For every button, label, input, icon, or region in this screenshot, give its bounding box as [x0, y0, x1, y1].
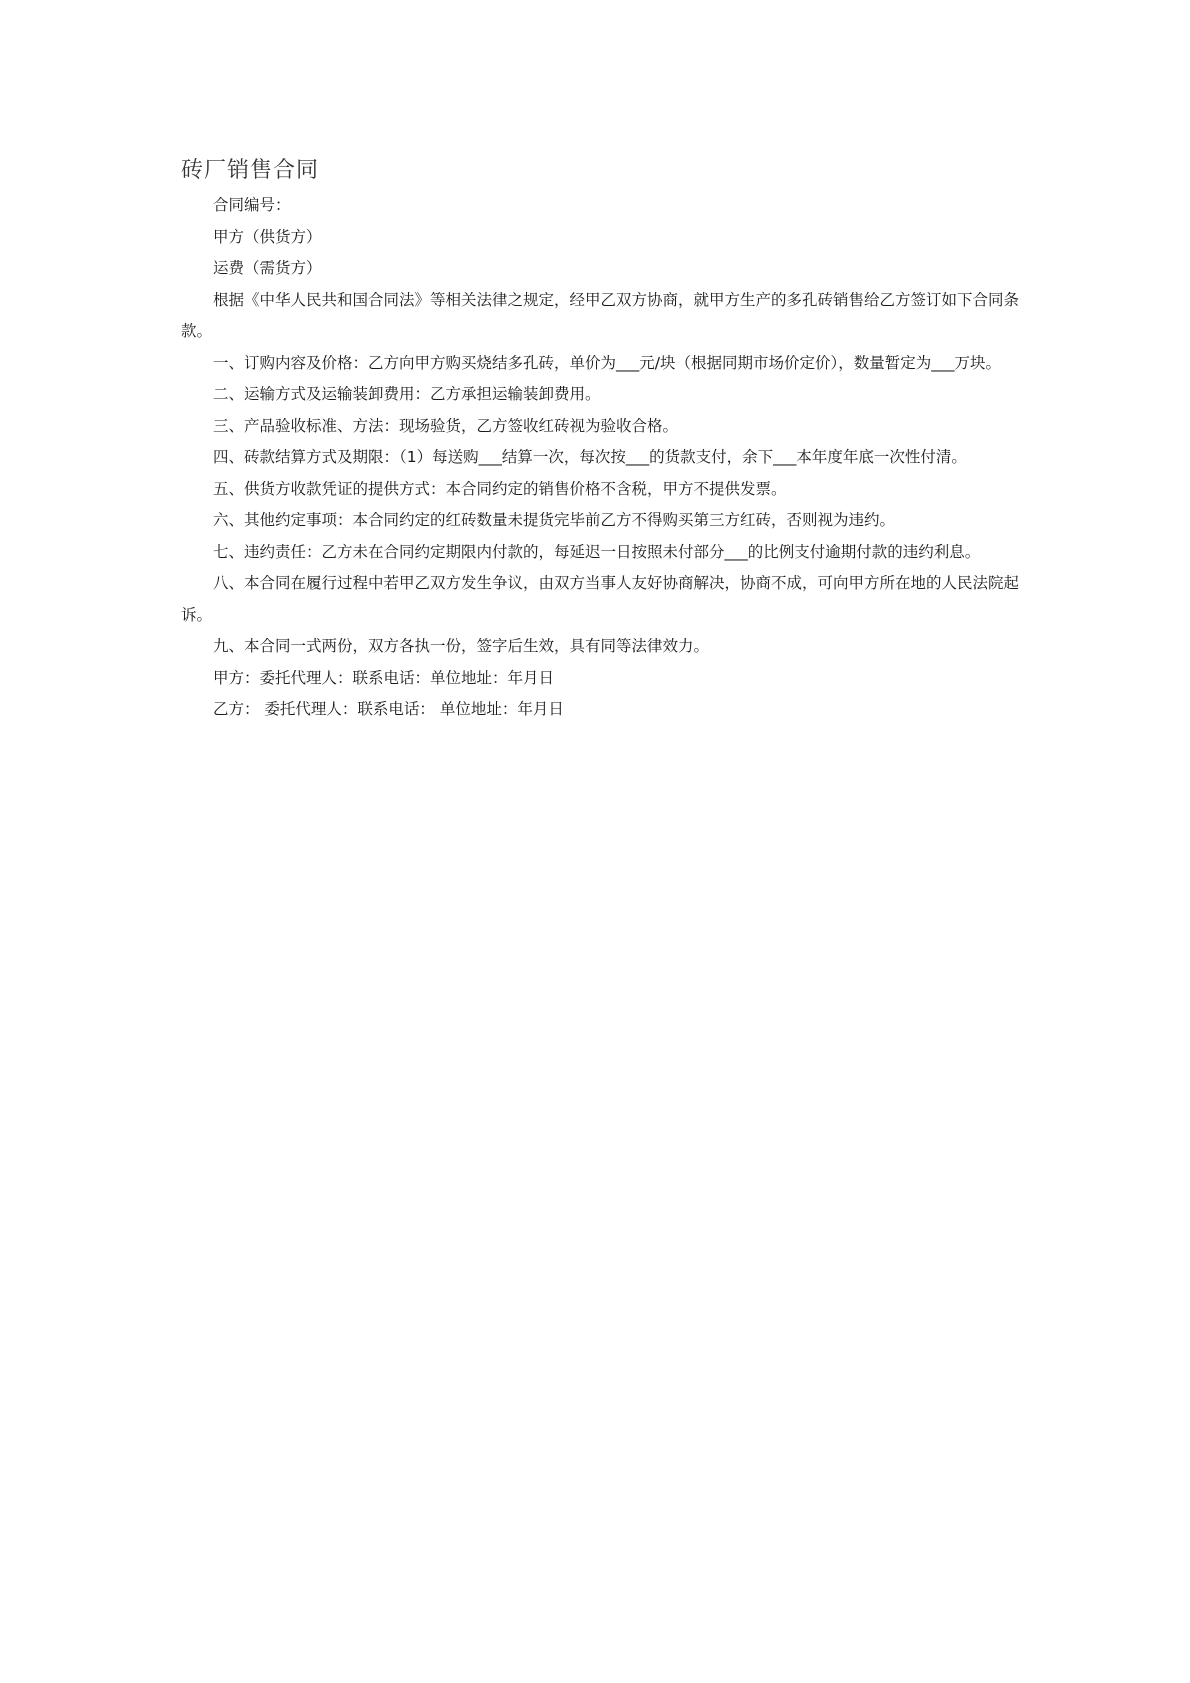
- clause-3: 三、产品验收标准、方法：现场验货，乙方签收红砖视为验收合格。: [213, 416, 679, 435]
- party-b-line: 运费（需货方）: [213, 259, 322, 277]
- clause-6: 六、其他约定事项：本合同约定的红砖数量未提货完毕前乙方不得购买第三方红砖，否则视为违约。: [213, 511, 896, 529]
- clause-2: 二、运输方式及运输装卸费用：乙方承担运输装卸费用。: [213, 385, 601, 403]
- signature-party-a: 甲方：委托代理人：联系电话：单位地址：年月日: [213, 668, 555, 687]
- clause-7: 七、违约责任：乙方未在合同约定期限内付款的，每延迟一日按照未付部分___的比例支付逾期付款的违约利息。: [213, 542, 981, 561]
- party-a-line: 甲方（供货方）: [213, 227, 322, 246]
- preamble-paragraph: 根据《中华人民共和国合同法》等相关法律之规定，经甲乙双方协商，就甲方生产的多孔砖销售给乙方签订如下合同条款。: [181, 290, 1020, 340]
- contract-number-line: 合同编号：: [213, 196, 291, 214]
- document-title: 砖厂销售合同: [181, 158, 320, 183]
- clause-8: 八、本合同在履行过程中若甲乙双方发生争议，由双方当事人友好协商解决，协商不成，可向甲方所在地的人民法院起诉。: [181, 574, 1020, 624]
- clause-9: 九、本合同一式两份，双方各执一份，签字后生效，具有同等法律效力。: [213, 637, 710, 655]
- clause-4: 四、砖款结算方式及期限：（1）每送购___结算一次，每次按___的货款支付，余下___本年度年底一次性付清。: [213, 448, 967, 466]
- clause-5: 五、供货方收款凭证的提供方式：本合同约定的销售价格不含税，甲方不提供发票。: [213, 479, 787, 498]
- document-body: [181, 156, 1021, 726]
- clause-1: 一、订购内容及价格：乙方向甲方购买烧结多孔砖，单价为___元/块（根据同期市场价定价），数量暂定为___万块。: [213, 353, 1001, 372]
- signature-party-b: 乙方： 委托代理人：联系电话： 单位地址：年月日: [213, 700, 564, 718]
